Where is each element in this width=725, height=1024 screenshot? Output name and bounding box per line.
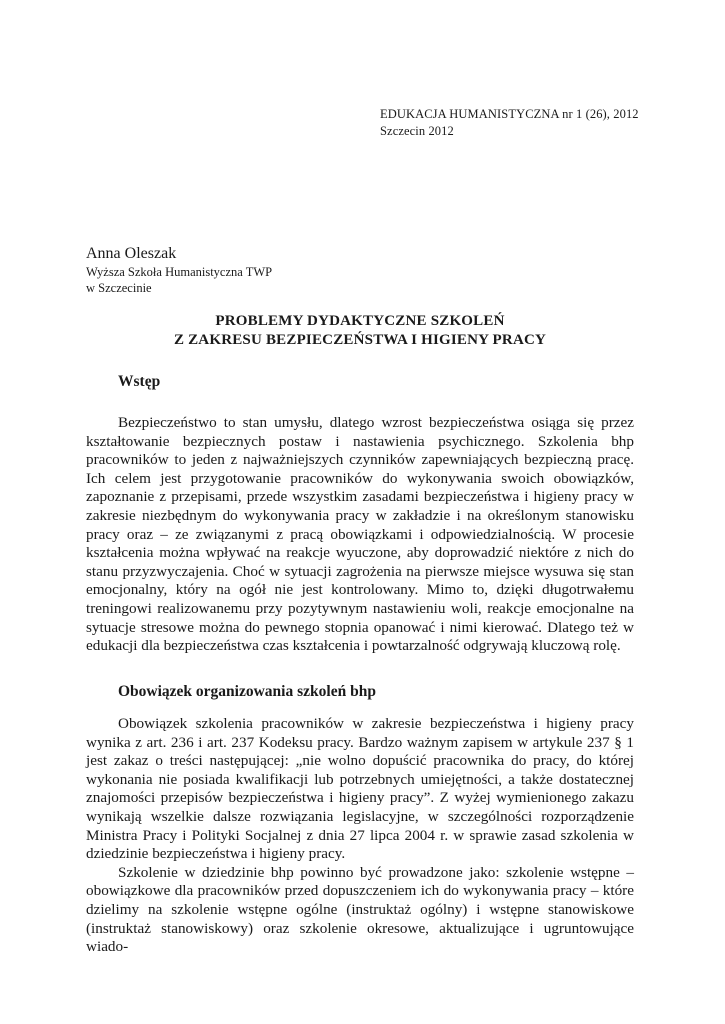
section-heading-training-obligation: Obowiązek organizowania szkoleń bhp [118, 683, 376, 700]
author-affiliation-line2: w Szczecinie [86, 281, 152, 295]
paragraph: Obowiązek szkolenia pracowników w zakresie bezpieczeństwa i higieny pracy wynika z art. 236 i art. 237 Kodeksu pracy. Bardzo ważnym zapisem w artykule 237 § 1 jest zakaz o treści następującej: „nie wolno dopuścić pracownika do pracy, do której wykonania nie posiada kwalifikacji lub potrzebnych umiejętności, a także dostatecznej znajomości przepisów bezpieczeństwa i higieny pracy”. Z wyżej wymienionego zakazu wynikają wszelkie dalsze rozwiązania legislacyjne, w szczególności rozporządzenie Ministra Pracy i Polityki Socjalnej z dnia 27 lipca 2004 r. w sprawie zasad szkolenia w dziedzinie bezpieczeństwa i higieny pracy. [86, 715, 634, 863]
paragraph: Szkolenie w dziedzinie bhp powinno być prowadzone jako: szkolenie wstępne – obowiązkowe dla pracowników przed dopuszczeniem ich do wykonywania pracy – które dzielimy na szkolenie wstępne ogólne (instruktaż ogólny) i wstępne stanowiskowe (instruktaż stanowiskowy) oraz szkolenie okresowe, aktualizujące i ugruntowujące wiado- [86, 863, 634, 956]
title-line-2: Z ZAKRESU BEZPIECZEŃSTWA I HIGIENY PRACY [173, 332, 547, 348]
section-body-introduction [86, 414, 634, 656]
article-title [86, 312, 634, 350]
author-affiliation-line1: Wyższa Szkoła Humanistyczna TWP [86, 265, 273, 279]
section-body-training-obligation [86, 715, 634, 957]
author-name: Anna Oleszak [86, 245, 177, 262]
author-block [86, 244, 272, 296]
running-head [380, 106, 639, 140]
section-heading-introduction: Wstęp [118, 373, 161, 390]
paragraph: Bezpieczeństwo to stan umysłu, dlatego wzrost bezpieczeństwa osiąga się przez kształtowanie bezpiecznych postaw i nastawienia psychicznego. Szkolenia bhp pracowników to jeden z najważniejszych czynników zapewniających bezpieczną pracę. Ich celem jest przygotowanie pracowników do wykonywania swoich obowiązków, zapoznanie z przepisami, przede wszystkim zasadami bezpieczeństwa i higieny pracy w zakresie niezbędnym do wykonywania pracy w zakładzie i na określonym stanowisku pracy oraz – ze związanymi z pracą obowiązkami i odpowiedzialnością. W procesie kształcenia można wpływać na reakcje wyuczone, aby doprowadzić niektóre z nich do stanu przyzwyczajenia. Choć w sytuacji zagrożenia na pierwsze miejsce wysuwa się stan emocjonalny, który na ogół nie jest kontrolowany. Mimo to, dzięki długotrwałemu treningowi realizowanemu przy pozytywnym nastawieniu woli, reakcje emocjonalne na sytuacje stresowe można do pewnego stopnia opanować i nimi kierować. Dlatego też w edukacji dla bezpieczeństwa czas kształcenia i powtarzalność odgrywają kluczową rolę. [86, 414, 634, 655]
publication-place: Szczecin 2012 [380, 124, 454, 138]
title-line-1: PROBLEMY DYDAKTYCZNE SZKOLEŃ [215, 313, 505, 329]
journal-info: EDUKACJA HUMANISTYCZNA nr 1 (26), 2012 [380, 107, 639, 121]
